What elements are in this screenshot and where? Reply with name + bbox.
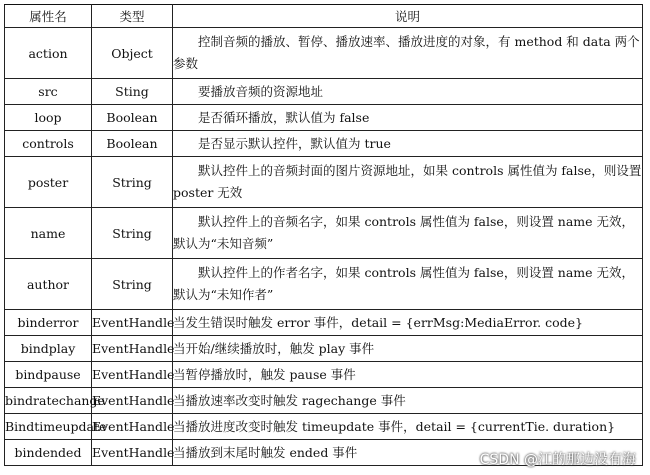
attr-name: Bindtimeupdate — [5, 414, 92, 440]
attr-desc: 默认控件上的音频封面的图片资源地址，如果 controls 属性值为 false，则设置 poster 无效 — [173, 157, 643, 208]
table-row — [5, 208, 643, 259]
attr-name: bindplay — [5, 336, 92, 362]
attr-name: bindended — [5, 440, 92, 466]
attr-desc: 当播放速率改变时触发 ragechange 事件 — [173, 388, 643, 414]
attr-type: String — [92, 157, 173, 208]
attr-name: author — [5, 259, 92, 310]
attr-name: poster — [5, 157, 92, 208]
attr-name: bindpause — [5, 362, 92, 388]
table-row — [5, 336, 643, 362]
attr-name: controls — [5, 131, 92, 157]
attr-type: Boolean — [92, 105, 173, 131]
table-row — [5, 310, 643, 336]
attr-desc: 默认控件上的作者名字，如果 controls 属性值为 false，则设置 name 无效，默认为“未知作者” — [173, 259, 643, 310]
attr-desc: 当开始/继续播放时，触发 play 事件 — [173, 336, 643, 362]
header-desc: 说明 — [173, 5, 643, 28]
table-row — [5, 259, 643, 310]
attr-name: bindratechange — [5, 388, 92, 414]
attr-type: EventHandle — [92, 440, 173, 466]
attr-type: EventHandle — [92, 310, 173, 336]
table-row — [5, 157, 643, 208]
table-row — [5, 362, 643, 388]
header-type: 类型 — [92, 5, 173, 28]
attr-desc: 控制音频的播放、暂停、播放速率、播放进度的对象，有 method 和 data 两个参数 — [173, 28, 643, 79]
table-row — [5, 414, 643, 440]
table-row — [5, 388, 643, 414]
attr-type: EventHandle — [92, 414, 173, 440]
attr-desc: 要播放音频的资源地址 — [173, 79, 643, 105]
table-row — [5, 79, 643, 105]
attr-desc: 当播放进度改变时触发 timeupdate 事件，detail = {currentTie. duration} — [173, 414, 643, 440]
attr-desc: 是否循环播放，默认值为 false — [173, 105, 643, 131]
attr-desc: 是否显示默认控件，默认值为 true — [173, 131, 643, 157]
attr-name: loop — [5, 105, 92, 131]
attr-type: Sting — [92, 79, 173, 105]
attr-type: String — [92, 259, 173, 310]
attr-name: binderror — [5, 310, 92, 336]
table-row — [5, 131, 643, 157]
attr-desc: 当发生错误时触发 error 事件，detail = {errMsg:MediaError. code} — [173, 310, 643, 336]
attr-desc: 当暂停播放时，触发 pause 事件 — [173, 362, 643, 388]
attr-type: Boolean — [92, 131, 173, 157]
attr-name: src — [5, 79, 92, 105]
attr-type: EventHandle — [92, 362, 173, 388]
attr-type: Object — [92, 28, 173, 79]
table-row — [5, 105, 643, 131]
table-header-row — [5, 5, 643, 28]
attr-type: String — [92, 208, 173, 259]
attr-type: EventHandle — [92, 336, 173, 362]
table-row — [5, 28, 643, 79]
watermark: CSDN @江的那边没有海 — [479, 452, 636, 468]
attr-name: action — [5, 28, 92, 79]
attr-name: name — [5, 208, 92, 259]
attr-desc: 默认控件上的音频名字，如果 controls 属性值为 false，则设置 name 无效，默认为“未知音频” — [173, 208, 643, 259]
attr-desc: 当播放到末尾时触发 ended 事件 — [173, 440, 643, 466]
header-name: 属性名 — [5, 5, 92, 28]
attr-type: EventHandle — [92, 388, 173, 414]
attribute-table — [4, 4, 643, 466]
